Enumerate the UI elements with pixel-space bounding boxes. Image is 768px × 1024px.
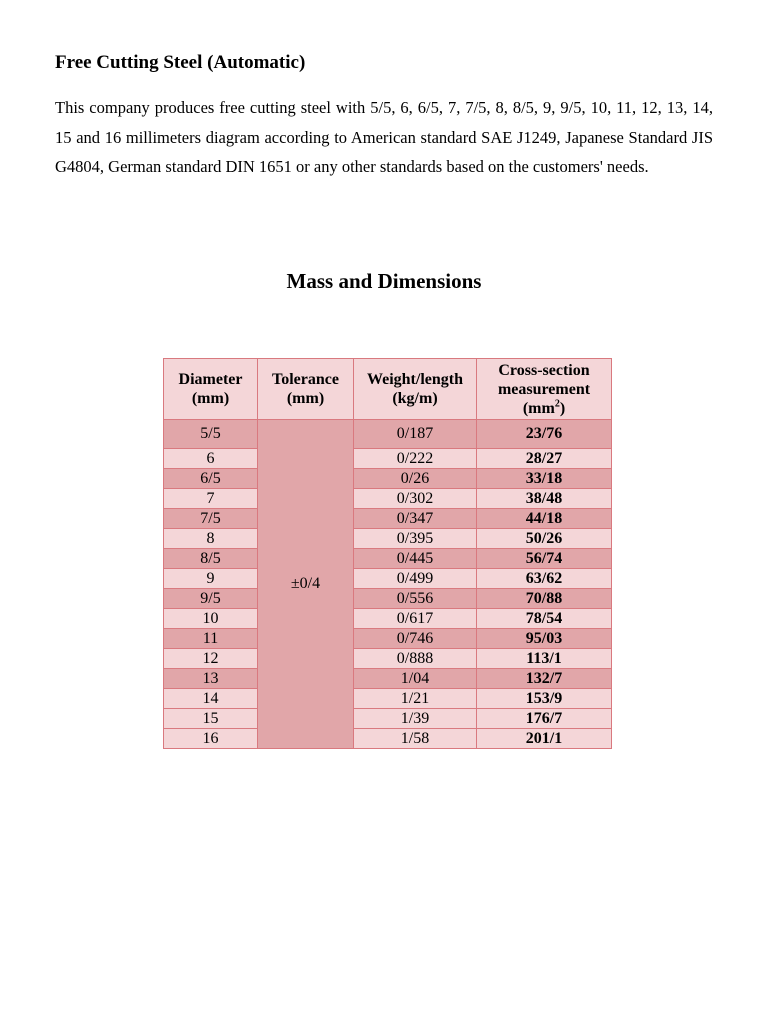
diameter-cell: 8/5 [164, 549, 258, 569]
table-row [164, 649, 612, 669]
cross-section-cell: 38/48 [477, 489, 612, 509]
cross-section-cell: 23/76 [477, 420, 612, 449]
table-row [164, 609, 612, 629]
cross-section-cell: 95/03 [477, 629, 612, 649]
cross-section-cell: 44/18 [477, 509, 612, 529]
header-diameter [164, 359, 258, 420]
diameter-cell: 9/5 [164, 589, 258, 609]
diameter-cell: 7 [164, 489, 258, 509]
diameter-cell: 7/5 [164, 509, 258, 529]
header-area-unit: $(mm^2)$ [522, 398, 566, 417]
weight-cell: 0/445 [354, 549, 477, 569]
weight-cell: 0/395 [354, 529, 477, 549]
cross-section-cell: 63/62 [477, 569, 612, 589]
table-row [164, 709, 612, 729]
diameter-cell: 6 [164, 449, 258, 469]
table-row [164, 729, 612, 749]
header-cross-section [477, 359, 612, 420]
table-row [164, 529, 612, 549]
table-row [164, 629, 612, 649]
table-row [164, 420, 612, 449]
cross-section-cell: 70/88 [477, 589, 612, 609]
header-diameter-label: Diameter [178, 371, 243, 388]
weight-cell: 0/222 [354, 449, 477, 469]
diameter-cell: 10 [164, 609, 258, 629]
header-tolerance-unit: (mm) [286, 390, 325, 407]
table-row [164, 589, 612, 609]
cross-section-cell: 153/9 [477, 689, 612, 709]
weight-cell: 0/556 [354, 589, 477, 609]
cross-section-cell: 33/18 [477, 469, 612, 489]
cross-section-cell: 50/26 [477, 529, 612, 549]
diameter-cell: 14 [164, 689, 258, 709]
header-weight-label: Weight/length [366, 371, 463, 388]
header-tolerance [258, 359, 354, 420]
weight-cell: 0/187 [354, 420, 477, 449]
diameter-cell: 16 [164, 729, 258, 749]
weight-cell: 0/746 [354, 629, 477, 649]
header-weight [354, 359, 477, 420]
cross-section-cell: 78/54 [477, 609, 612, 629]
header-area-line1: Cross-section [498, 361, 590, 379]
table-row [164, 449, 612, 469]
mass-dimensions-table [163, 358, 612, 749]
table-row [164, 549, 612, 569]
weight-cell: 1/04 [354, 669, 477, 689]
diameter-cell: 15 [164, 709, 258, 729]
weight-cell: 1/21 [354, 689, 477, 709]
weight-cell: 0/499 [354, 569, 477, 589]
diameter-cell: 12 [164, 649, 258, 669]
cross-section-cell: 113/1 [477, 649, 612, 669]
diameter-cell: 8 [164, 529, 258, 549]
weight-cell: 1/58 [354, 729, 477, 749]
tolerance-cell: ±0/4 [258, 420, 354, 749]
cross-section-cell: 201/1 [477, 729, 612, 749]
table-body [164, 420, 612, 749]
header-tolerance-label: Tolerance [272, 371, 339, 388]
cross-section-cell: 56/74 [477, 549, 612, 569]
table-row [164, 669, 612, 689]
header-weight-unit: (kg/m) [392, 390, 438, 407]
intro-paragraph: This company produces free cutting steel with 5/5, 6, 6/5, 7, 7/5, 8, 8/5, 9, 9/5, 10, 11, 12, 13, 14, 15 and 16 millimeters diagram according to American standard SAE J1249, Japanese Standard JIS G4804, German standard DIN 1651 or any other standards based on the customers' needs. [55, 98, 713, 177]
table-row [164, 509, 612, 529]
diameter-cell: 9 [164, 569, 258, 589]
header-area-line2: measurement [497, 380, 591, 398]
weight-cell: 0/617 [354, 609, 477, 629]
weight-cell: 0/302 [354, 489, 477, 509]
cross-section-cell: 132/7 [477, 669, 612, 689]
diameter-cell: 13 [164, 669, 258, 689]
weight-cell: 0/347 [354, 509, 477, 529]
weight-cell: 0/888 [354, 649, 477, 669]
weight-cell: 0/26 [354, 469, 477, 489]
cross-section-cell: 28/27 [477, 449, 612, 469]
diameter-cell: 6/5 [164, 469, 258, 489]
weight-cell: 1/39 [354, 709, 477, 729]
table-header-row [164, 359, 612, 420]
header-diameter-unit: (mm) [191, 390, 230, 407]
document-title: Free Cutting Steel (Automatic) [55, 52, 306, 73]
diameter-cell: 11 [164, 629, 258, 649]
cross-section-cell: 176/7 [477, 709, 612, 729]
diameter-cell: 5/5 [164, 420, 258, 449]
table-row [164, 569, 612, 589]
table-row [164, 689, 612, 709]
section-title: Mass and Dimensions [286, 269, 482, 293]
table-row [164, 469, 612, 489]
table-row [164, 489, 612, 509]
